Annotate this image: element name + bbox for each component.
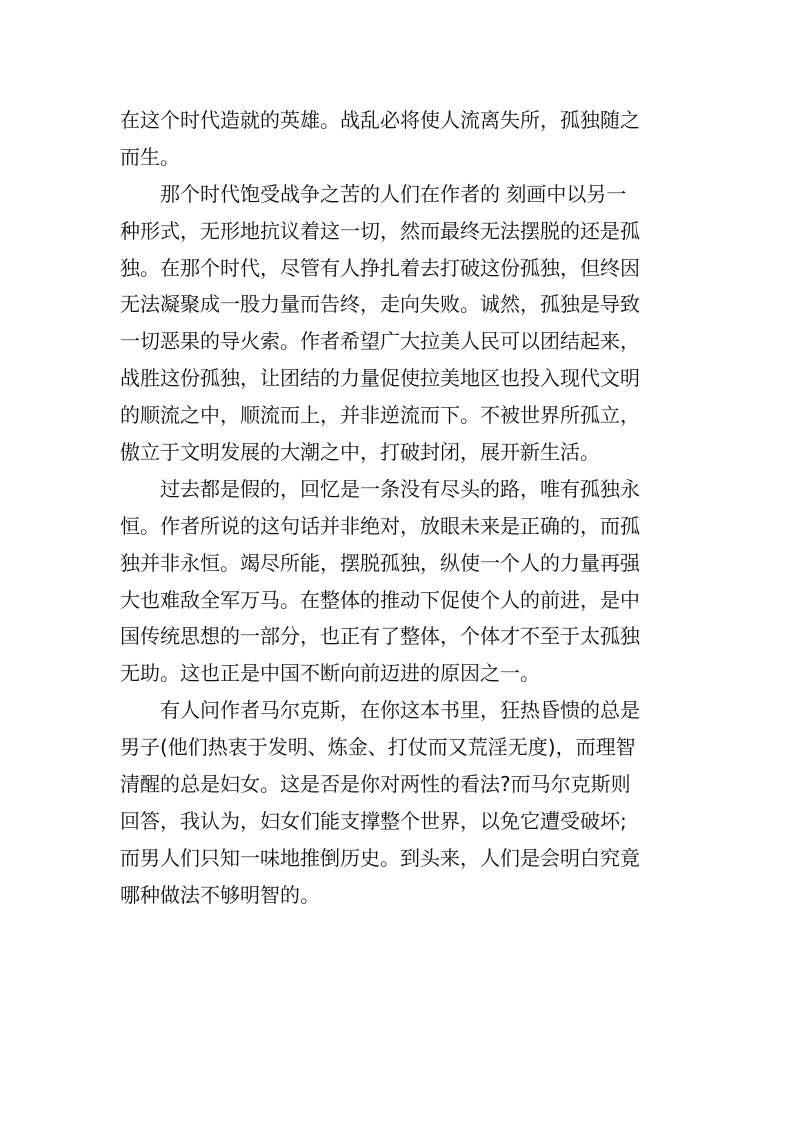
text-line: 男子(他们热衷于发明、炼金、打仗而又荒淫无度)，而理智 (120, 735, 636, 760)
paragraph-2 (120, 176, 680, 471)
text-line: 大也难敌全军万马。在整体的推动下促使个人的前进，是中 (120, 587, 640, 612)
text-line: 过去都是假的，回忆是一条没有尽头的路，唯有孤独永 (160, 476, 640, 501)
text-line: 哪种做法不够明智的。 (120, 882, 320, 907)
paragraph-1 (120, 102, 680, 176)
text-line: 那个时代饱受战争之苦的人们在作者的 刻画中以另一 (160, 181, 627, 206)
text-line: 在这个时代造就的英雄。战乱必将使人流离失所，孤独随之 (120, 108, 640, 132)
paragraph-3 (120, 471, 680, 692)
text-line: 独。在那个时代，尽管有人挣扎着去打破这份孤独，但终因 (120, 255, 640, 280)
text-line: 战胜这份孤独，让团结的力量促使拉美地区也投入现代文明 (120, 366, 640, 391)
text-line: 一切恶果的导火索。作者希望广大拉美人民可以团结起来， (120, 329, 640, 354)
text-line: 而男人们只知一味地推倒历史。到头来，人们是会明白究竟 (120, 845, 640, 870)
text-line: 回答，我认为，妇女们能支撑整个世界，以免它遭受破坏; (120, 808, 627, 833)
text-line: 无法凝聚成一股力量而告终，走向失败。诚然，孤独是导致 (120, 292, 640, 317)
text-line: 而生。 (120, 144, 180, 169)
text-line: 国传统思想的一部分，也正有了整体，个体才不至于太孤独 (120, 624, 640, 649)
text-line: 无助。这也正是中国不断向前迈进的原因之一。 (120, 661, 540, 686)
paragraph-4 (120, 692, 680, 913)
text-line: 的顺流之中，顺流而上，并非逆流而下。不被世界所孤立， (120, 403, 640, 428)
text-line: 独并非永恒。竭尽所能，摆脱孤独，纵使一个人的力量再强 (120, 550, 640, 575)
text-line: 傲立于文明发展的大潮之中，打破封闭，展开新生活。 (120, 440, 600, 465)
document-body (120, 102, 680, 914)
text-line: 有人问作者马尔克斯，在你这本书里，狂热昏愦的总是 (160, 698, 640, 723)
text-line: 种形式，无形地抗议着这一切，然而最终无法摆脱的还是孤 (120, 218, 640, 243)
text-line: 清醒的总是妇女。这是否是你对两性的看法?而马尔克斯则 (120, 772, 631, 797)
text-line: 恒。作者所说的这句话并非绝对，放眼未来是正确的，而孤 (120, 513, 640, 538)
